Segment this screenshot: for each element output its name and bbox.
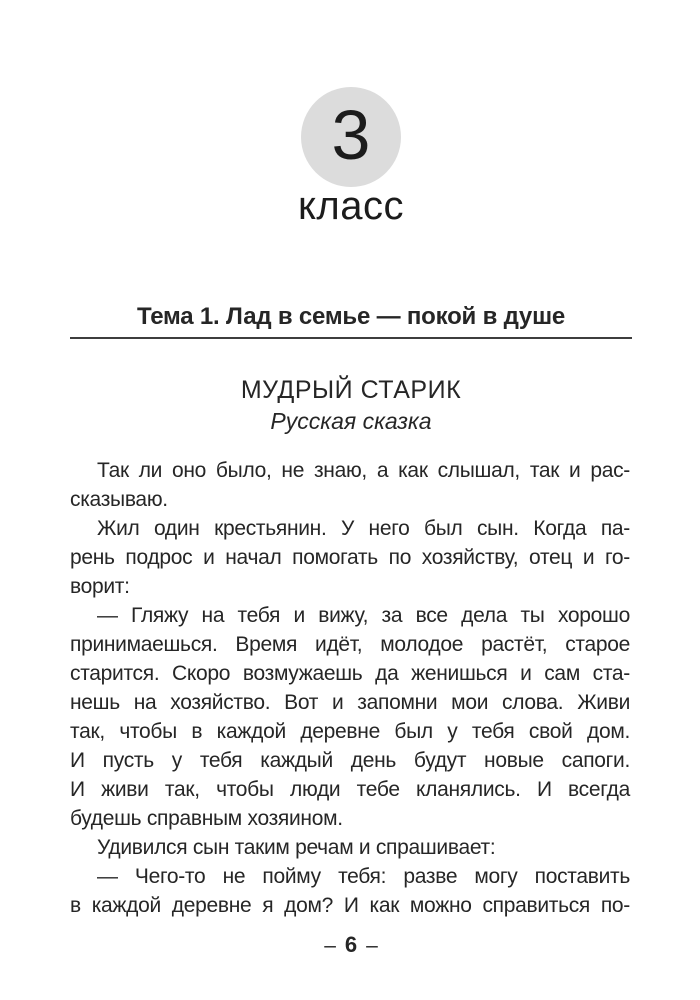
body-text-line: будешь справным хозяином. (70, 807, 343, 830)
story-title: МУДРЫЙ СТАРИК (240, 376, 462, 404)
body-text-line: Так ли оно было, не знаю, а как слышал, так и рас- (97, 459, 630, 482)
body-text-line: И живи так, чтобы люди тебе кланялись. И всегда (70, 778, 630, 801)
body-text-line: нешь на хозяйство. Вот и запомни мои слова. Живи (70, 691, 630, 714)
body-text-line: Удивился сын таким речам и спрашивает: (97, 836, 496, 859)
footer-page-number: 6 (344, 932, 358, 957)
body-text-line: в каждой деревне я дом? И как можно справиться по- (70, 894, 630, 917)
body-text-line: И пусть у тебя каждый день будут новые сапоги. (70, 749, 630, 772)
story-subtitle: Русская сказка (270, 408, 432, 434)
body-text-line: старится. Скоро возмужаешь да женишься и сам ста- (70, 662, 630, 685)
body-text-line: принимаешься. Время идёт, молодое растёт, старое (70, 633, 630, 656)
body-text-line: сказываю. (70, 488, 168, 511)
body-text-line: рень подрос и начал помогать по хозяйству, отец и го- (70, 546, 630, 569)
body-text-line: — Гляжу на тебя и вижу, за все дела ты хорошо (97, 604, 630, 627)
body-text-line: Жил один крестьянин. У него был сын. Когда па- (97, 517, 630, 540)
grade-label: класс (297, 184, 405, 228)
body-text-line: ворит: (70, 575, 130, 598)
footer-dash-left: – (324, 934, 336, 957)
grade-circle (301, 87, 401, 187)
body-text-line: так, чтобы в каждой деревне был у тебя свой дом. (70, 720, 630, 743)
section-rule (70, 337, 632, 339)
page-footer (70, 932, 632, 958)
footer-dash-right: – (366, 934, 378, 957)
theme-heading: Тема 1. Лад в семье — покой в душе (136, 303, 566, 330)
body-text-line: — Чего-то не пойму тебя: разве могу поставить (97, 865, 630, 888)
story-body (70, 456, 630, 920)
grade-number: 3 (331, 96, 371, 174)
